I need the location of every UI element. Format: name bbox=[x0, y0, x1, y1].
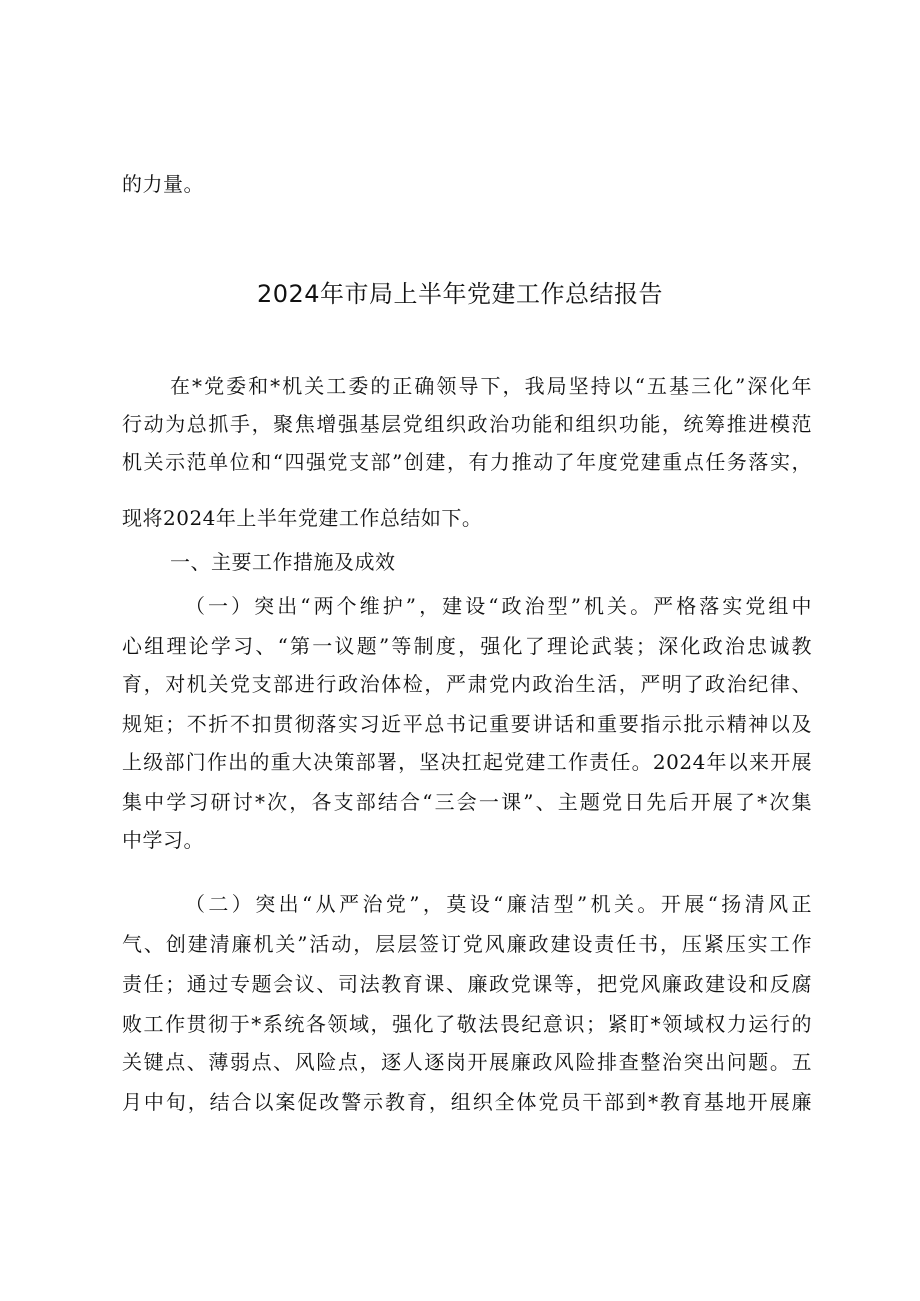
paragraph-line: 行动为总抓手，聚焦增强基层党组织政治功能和组织功能，统筹推进模范 bbox=[122, 412, 812, 436]
paragraph-line: 育，对机关党支部进行政治体检，严肃党内政治生活，严明了政治纪律、 bbox=[122, 672, 812, 696]
paragraph-line: 在*党委和*机关工委的正确领导下，我局坚持以“五基三化”深化年 bbox=[170, 374, 812, 398]
carryover-line: 的力量。 bbox=[122, 172, 204, 196]
paragraph-line: （二）突出“从严治党”，莫设“廉洁型”机关。开展“扬清风正 bbox=[185, 892, 812, 916]
section-heading: 一、主要工作措施及成效 bbox=[170, 550, 396, 574]
paragraph-line: 月中旬，结合以案促改警示教育，组织全体党员干部到*教育基地开展廉 bbox=[122, 1090, 812, 1114]
paragraph-line: （一）突出“两个维护”，建设“政治型”机关。严格落实党组中 bbox=[185, 594, 812, 618]
paragraph-line: 上级部门作出的重大决策部署，坚决扛起党建工作责任。2024年以来开展 bbox=[122, 750, 812, 774]
paragraph-line: 规矩；不折不扣贯彻落实习近平总书记重要讲话和重要指示批示精神以及 bbox=[122, 712, 812, 736]
paragraph-line: 关键点、薄弱点、风险点，逐人逐岗开展廉政风险排查整治突出问题。五 bbox=[122, 1050, 812, 1074]
paragraph-line: 现将2024年上半年党建工作总结如下。 bbox=[122, 506, 483, 530]
document-title: 2024年市局上半年党建工作总结报告 bbox=[256, 280, 664, 308]
paragraph-line: 气、创建清廉机关”活动，层层签订党风廉政建设责任书，压紧压实工作 bbox=[122, 932, 812, 956]
paragraph-line: 心组理论学习、“第一议题”等制度，强化了理论武装；深化政治忠诚教 bbox=[122, 634, 812, 658]
paragraph-line: 集中学习研讨*次，各支部结合“三会一课”、主题党日先后开展了*次集 bbox=[122, 790, 812, 814]
paragraph-line: 中学习。 bbox=[122, 828, 204, 852]
paragraph-line: 败工作贯彻于*系统各领域，强化了敬法畏纪意识；紧盯*领域权力运行的 bbox=[122, 1012, 812, 1036]
paragraph-line: 机关示范单位和“四强党支部”创建，有力推动了年度党建重点任务落实， bbox=[122, 450, 812, 474]
paragraph-line: 责任；通过专题会议、司法教育课、廉政党课等，把党风廉政建设和反腐 bbox=[122, 972, 812, 996]
